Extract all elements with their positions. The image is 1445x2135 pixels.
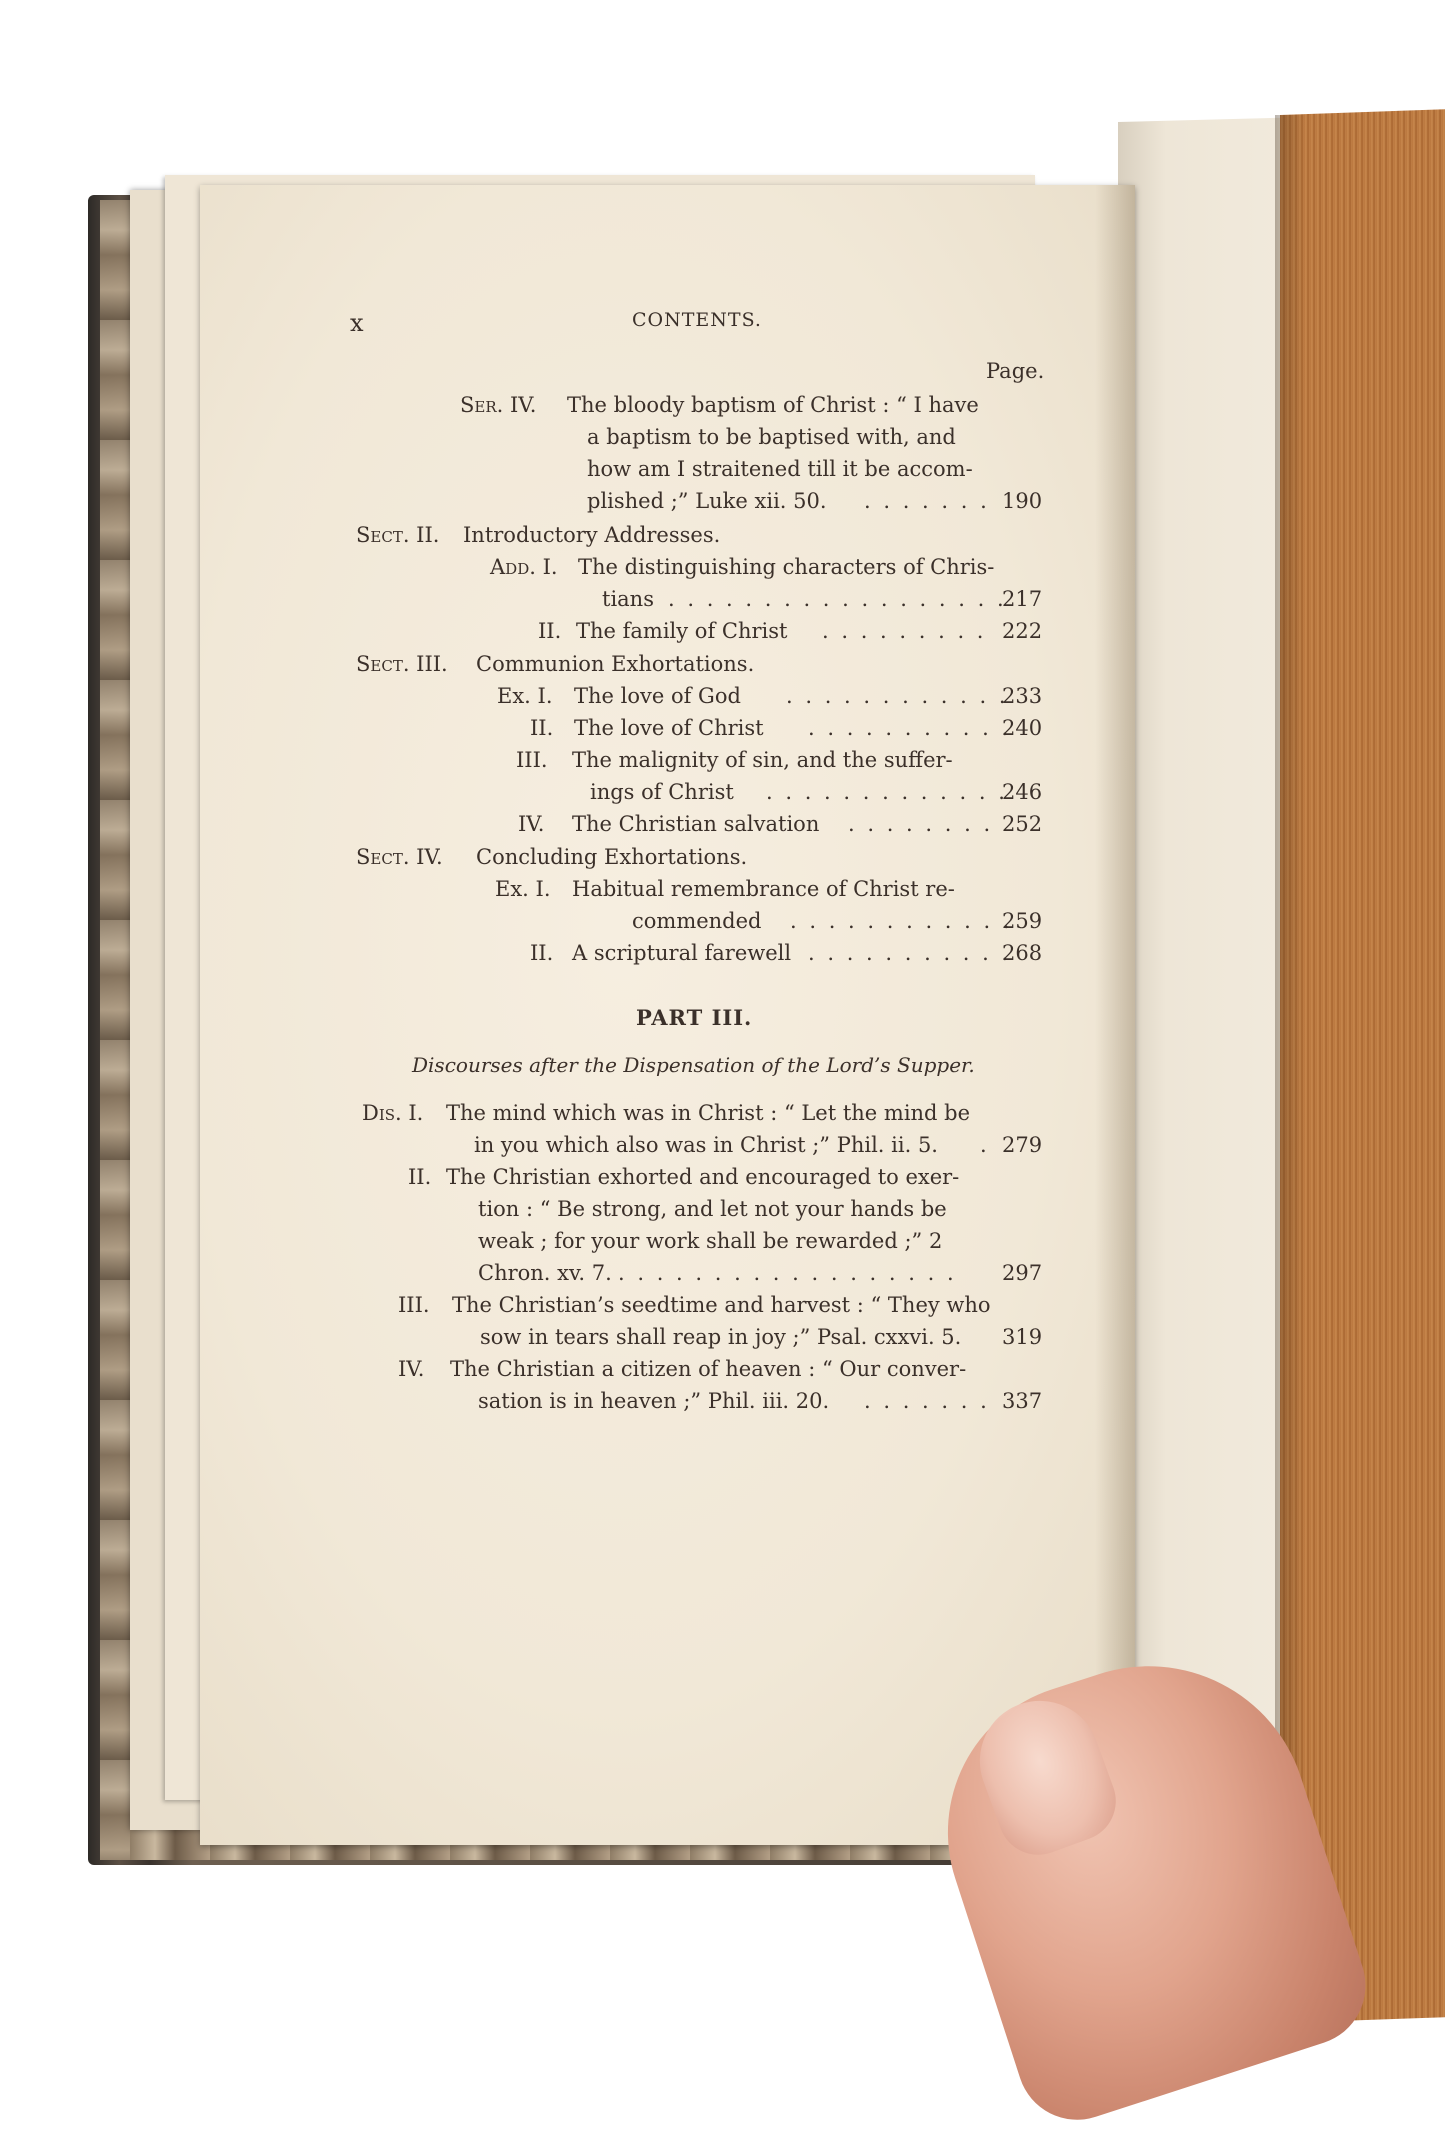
entry-label: Dis. I.	[362, 1101, 424, 1125]
dot-leader: .	[980, 1133, 990, 1157]
dot-leader: . . . . . . . . . . .	[808, 716, 1012, 740]
section-title: Communion Exhortations.	[476, 652, 755, 676]
section-title: Concluding Exhortations.	[476, 845, 748, 869]
entry-line: weak ; for your work shall be rewarded ;” 2	[478, 1229, 943, 1253]
entry-page-number: 240	[1002, 716, 1043, 740]
page-number: x	[350, 309, 364, 337]
part-subtitle: Discourses after the Dispensation of the Lord’s Supper.	[412, 1053, 975, 1077]
entry-page-number: 233	[1002, 684, 1043, 708]
entry-line: sow in tears shall reap in joy ;” Psal. cxxvi. 5.	[480, 1325, 962, 1349]
entry-line: tians	[602, 587, 654, 611]
entry-line: a baptism to be baptised with, and	[587, 425, 956, 449]
entry-label: Ex. I.	[495, 877, 551, 901]
entry-page-number: 279	[1002, 1133, 1043, 1157]
gutter-shadow	[1095, 185, 1135, 1845]
entry-label: II.	[538, 619, 562, 643]
entry-page-number: 252	[1002, 812, 1043, 836]
entry-label: II.	[530, 941, 554, 965]
entry-label: Ex. I.	[497, 684, 553, 708]
dot-leader: . . . . . . . . . . . .	[786, 684, 1009, 708]
entry-line: The bloody baptism of Christ : “ I have	[567, 393, 979, 417]
entry-title: The love of God	[574, 684, 741, 708]
entry-label: II.	[408, 1165, 432, 1189]
entry-page-number: 319	[1002, 1325, 1043, 1349]
entry-title: The Christian salvation	[572, 812, 820, 836]
dot-leader: . . . . . . . . . . . .	[790, 909, 1013, 933]
section-label: Sect. III.	[356, 652, 448, 676]
entry-line: how am I straitened till it be accom-	[587, 457, 973, 481]
dot-leader: . . . . . . . . . . .	[808, 941, 1012, 965]
entry-line: The Christian a citizen of heaven : “ Our conver-	[450, 1357, 967, 1381]
part-heading: PART III.	[636, 1005, 753, 1030]
entry-line: The Christian’s seedtime and harvest : “ They who	[452, 1293, 991, 1317]
entry-page-number: 190	[1002, 489, 1043, 513]
entry-label: IV.	[518, 812, 545, 836]
entry-page-number: 217	[1002, 587, 1043, 611]
entry-line: sation is in heaven ;” Phil. iii. 20.	[478, 1389, 830, 1413]
dot-leader: . . . . . . . . . . . . . . . . . .	[618, 1261, 957, 1285]
entry-page-number: 246	[1002, 780, 1043, 804]
entry-page-number: 337	[1002, 1389, 1043, 1413]
entry-line: ings of Christ	[590, 780, 734, 804]
dot-leader: . . . . . . .	[864, 489, 990, 513]
entry-page-number: 297	[1002, 1261, 1043, 1285]
entry-line: The mind which was in Christ : “ Let the mind be	[446, 1101, 971, 1125]
page-column-label: Page.	[986, 359, 1045, 383]
entry-line: plished ;” Luke xii. 50.	[587, 489, 827, 513]
dot-leader: . . . . . . .	[864, 1389, 990, 1413]
entry-line: The distinguishing characters of Chris-	[578, 555, 995, 579]
entry-label: II.	[530, 716, 554, 740]
entry-line: Chron. xv. 7.	[478, 1261, 612, 1285]
entry-line: The Christian exhorted and encouraged to exer-	[446, 1165, 960, 1189]
dot-leader: . . . . . . . . . . . . . . . . . .	[668, 587, 1007, 611]
entry-title: The family of Christ	[576, 619, 788, 643]
entry-line: Habitual remembrance of Christ re-	[572, 877, 955, 901]
entry-label: Ser. IV.	[460, 393, 537, 417]
entry-page-number: 259	[1002, 909, 1043, 933]
entry-label: III.	[516, 748, 548, 772]
entry-label: Add. I.	[490, 555, 558, 579]
entry-line: tion : “ Be strong, and let not your hands be	[478, 1197, 947, 1221]
entry-page-number: 268	[1002, 941, 1043, 965]
entry-title: A scriptural farewell	[572, 941, 792, 965]
section-label: Sect. II.	[356, 523, 440, 547]
entry-page-number: 222	[1002, 619, 1043, 643]
entry-title: The love of Christ	[574, 716, 764, 740]
entry-line: commended	[632, 909, 762, 933]
section-label: Sect. IV.	[356, 845, 443, 869]
dot-leader: . . . . . . . .	[848, 812, 994, 836]
section-title: Introductory Addresses.	[463, 523, 721, 547]
entry-line: The malignity of sin, and the suffer-	[572, 748, 953, 772]
dot-leader: . . . . . . . . . . . . .	[766, 780, 1008, 804]
contents-page	[200, 185, 1135, 1845]
entry-line: in you which also was in Christ ;” Phil. ii. 5.	[474, 1133, 938, 1157]
dot-leader: . . . . . . . . .	[822, 619, 987, 643]
entry-label: IV.	[398, 1357, 425, 1381]
running-head: CONTENTS.	[632, 309, 762, 331]
entry-label: III.	[398, 1293, 430, 1317]
